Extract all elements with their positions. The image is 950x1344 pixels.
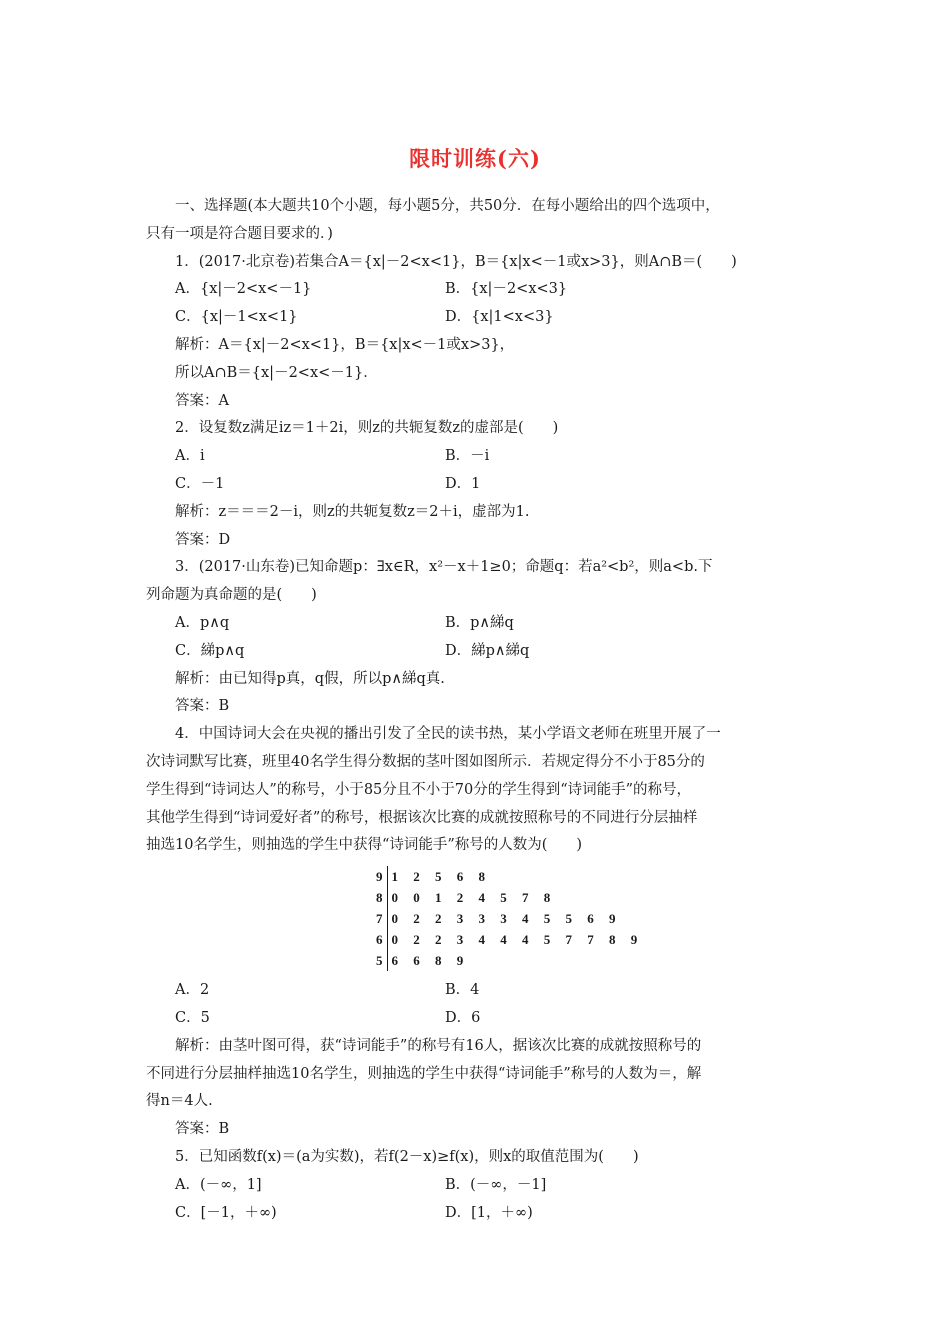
question-1-stem: 1．(2017·北京卷)若集合A＝{x|－2<x<1}，B＝{x|x<－1或x>3}，则A∩B＝( ) [175,253,737,270]
question-2-analysis: 解析：z＝＝＝2－i，则z的共轭复数z＝2＋i，虚部为1. [175,503,530,520]
option-a: A．2 [175,982,210,999]
option-d: D．綈p∧綈q [445,642,530,659]
question-1-analysis: 解析：A＝{x|－2<x<1}，B＝{x|x<－1或x>3}， [175,336,515,353]
option-b: B．p∧綈q [445,614,514,631]
option-c: C．5 [175,1009,210,1026]
page-title: 限时训练(六) [409,146,541,171]
leaf-values: 6 6 8 9 [391,953,470,969]
stem-leaf-row [376,887,643,908]
question-5-stem: 5．已知函数f(x)＝(a为实数)，若f(2－x)≥f(x)，则x的取值范围为( ) [175,1148,639,1165]
question-4-analysis: 不同进行分层抽样抽选10名学生，则抽选的学生中获得“诗词能手”称号的人数为＝，解 [146,1065,702,1082]
question-1-answer: 答案：A [175,392,229,409]
option-a: A．p∧q [175,614,230,631]
question-1-options-row [146,304,806,332]
leaf-values: 0 0 1 2 4 5 7 8 [391,890,557,906]
question-5-options-row [146,1172,806,1200]
question-4-stem: 学生得到“诗词达人”的称号，小于85分且不小于70分的学生得到“诗词能手”的称号， [146,781,692,798]
option-c: C．－1 [175,475,225,492]
question-4-stem: 其他学生得到“诗词爱好者”的称号，根据该次比赛的成就按照称号的不同进行分层抽样 [146,809,698,826]
question-3-answer: 答案：B [175,698,230,715]
stem-value: 7 [376,908,387,929]
stem-leaf-row [376,908,643,929]
section-intro-line: 一、选择题(本大题共10个小题，每小题5分，共50分．在每小题给出的四个选项中， [175,198,720,214]
document-body [146,193,806,1227]
question-3-analysis: 解析：由已知得p真，q假，所以p∧綈q真. [175,670,445,687]
question-4-stem: 抽选10名学生，则抽选的学生中获得“诗词能手”称号的人数为( ) [146,837,583,854]
stem-leaf-plot [376,866,806,971]
question-2-answer: 答案：D [175,531,231,548]
question-1-analysis: 所以A∩B＝{x|－2<x<－1}． [175,364,378,381]
option-b: B．4 [445,982,480,999]
option-d: D．[1，＋∞) [445,1204,533,1221]
option-a: A．(－∞，1] [175,1176,262,1193]
option-c: C．{x|－1<x<1} [175,309,298,326]
question-3-stem: 3．(2017·山东卷)已知命题p：∃x∈R，x²－x＋1≥0；命题q：若a²<b²，则a<b.下 [175,559,713,576]
leaf-values: 1 2 5 6 8 [391,869,491,885]
question-4-stem: 4．中国诗词大会在央视的播出引发了全民的读书热，某小学语文老师在班里开展了一 [175,726,721,743]
option-d: D．6 [445,1009,481,1026]
question-3-options-row [146,610,806,638]
question-4-answer: 答案：B [175,1121,230,1138]
question-3-stem: 列命题为真命题的是( ) [146,587,317,604]
section-intro-line: 只有一项是符合题目要求的．) [146,225,333,242]
option-b: B．(－∞，－1] [445,1176,547,1193]
stem-value: 6 [376,929,387,950]
question-4-options-row [146,977,806,1005]
option-d: D．1 [445,475,481,492]
option-b: B．{x|－2<x<3} [445,281,568,298]
question-4-analysis: 得n＝4人. [146,1093,213,1110]
option-a: A．i [175,448,205,465]
stem-value: 5 [376,950,387,971]
question-1-options-row [146,276,806,304]
question-5-options-row [146,1200,806,1228]
option-c: C．綈p∧q [175,642,245,659]
stem-leaf-row [376,866,643,887]
leaf-values: 0 2 2 3 4 4 4 5 7 7 8 9 [391,932,644,948]
question-4-analysis: 解析：由茎叶图可得，获“诗词能手”的称号有16人，据该次比赛的成就按照称号的 [175,1037,702,1054]
question-2-options-row [146,471,806,499]
option-b: B．－i [445,448,490,465]
leaf-values: 0 2 2 3 3 3 4 5 5 6 9 [391,911,622,927]
question-2-stem: 2．设复数z满足iz＝1＋2i，则z的共轭复数z的虚部是( ) [175,420,559,437]
stem-leaf-row [376,950,643,971]
option-d: D．{x|1<x<3} [445,309,554,326]
option-a: A．{x|－2<x<－1} [175,281,312,298]
question-4-options-row [146,1005,806,1033]
question-3-options-row [146,638,806,666]
stem-leaf-row [376,929,643,950]
stem-value: 8 [376,887,387,908]
question-2-options-row [146,443,806,471]
stem-value: 9 [376,866,387,887]
option-c: C．[－1，＋∞) [175,1204,277,1221]
question-4-stem: 次诗词默写比赛，班里40名学生得分数据的茎叶图如图所示．若规定得分不小于85分的 [146,753,705,770]
